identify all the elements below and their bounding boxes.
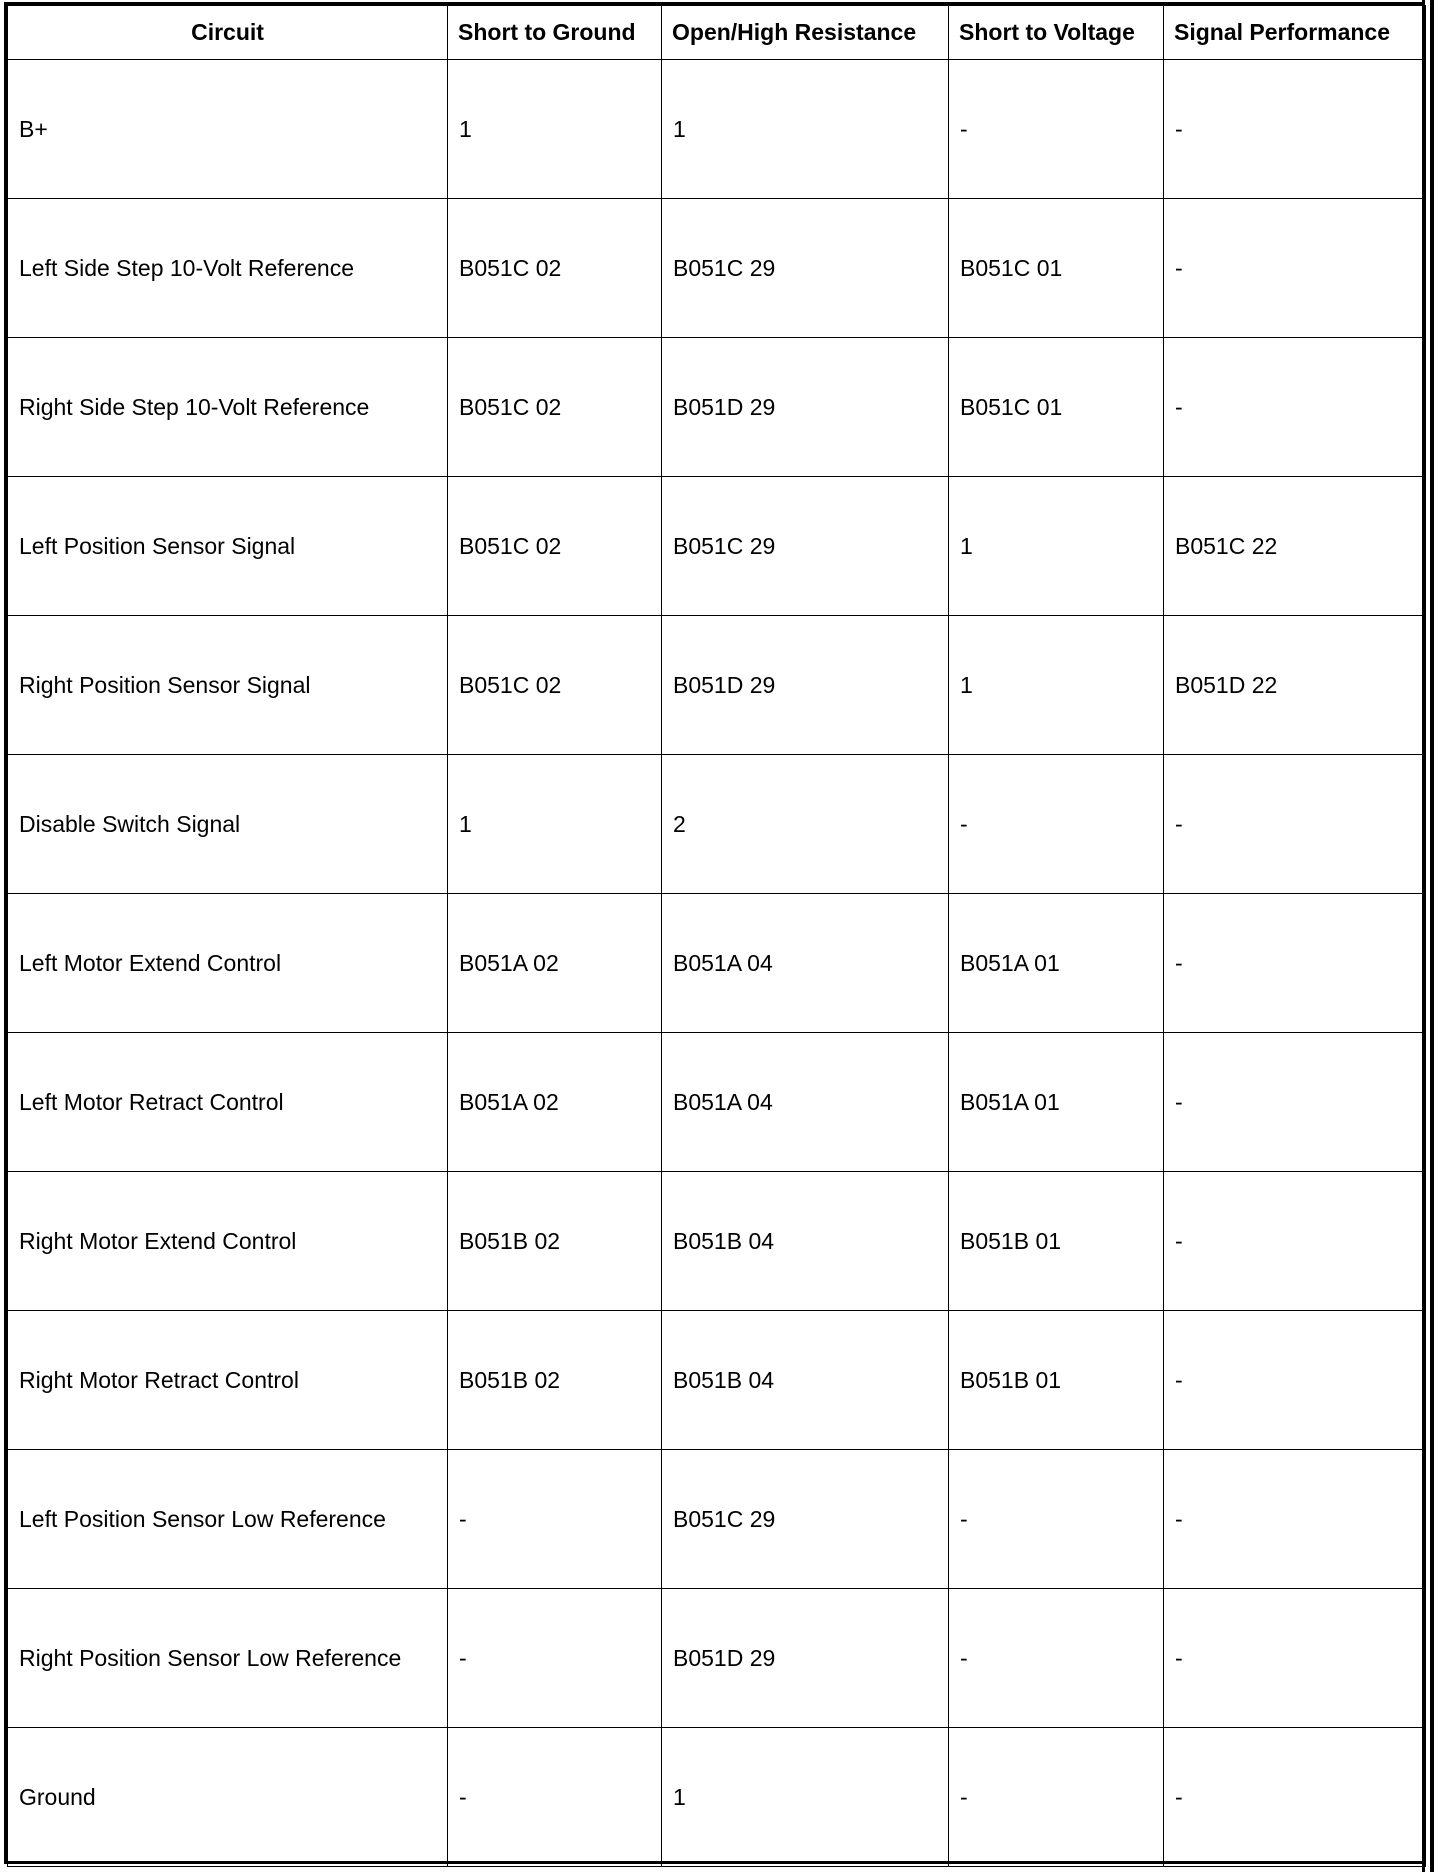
circuit-cell: Right Motor Retract Control <box>8 1311 448 1450</box>
short-to-voltage-cell: - <box>949 1589 1164 1728</box>
short-to-ground-cell: B051A 02 <box>448 894 662 1033</box>
short-to-ground-cell: B051B 02 <box>448 1311 662 1450</box>
signal-performance-cell: - <box>1164 1450 1426 1589</box>
table-row <box>8 616 1426 755</box>
circuit-cell: Right Position Sensor Signal <box>8 616 448 755</box>
signal-performance-cell: B051D 22 <box>1164 616 1426 755</box>
header-signal-performance: Signal Performance <box>1164 6 1426 60</box>
short-to-voltage-cell: B051A 01 <box>949 894 1164 1033</box>
short-to-voltage-cell: 1 <box>949 616 1164 755</box>
signal-performance-cell: - <box>1164 60 1426 199</box>
short-to-ground-cell: B051B 02 <box>448 1172 662 1311</box>
open-high-resistance-cell: B051B 04 <box>662 1311 949 1450</box>
open-high-resistance-cell: B051D 29 <box>662 616 949 755</box>
short-to-voltage-cell: B051C 01 <box>949 338 1164 477</box>
signal-performance-cell: - <box>1164 1589 1426 1728</box>
open-high-resistance-cell: B051B 04 <box>662 1172 949 1311</box>
table-row <box>8 1450 1426 1589</box>
table-body <box>8 60 1426 1867</box>
short-to-ground-cell: B051C 02 <box>448 199 662 338</box>
short-to-voltage-cell: - <box>949 755 1164 894</box>
circuit-cell: Ground <box>8 1728 448 1867</box>
short-to-voltage-cell: B051A 01 <box>949 1033 1164 1172</box>
header-open-high-resistance: Open/High Resistance <box>662 6 949 60</box>
table-header-row <box>8 6 1426 60</box>
open-high-resistance-cell: B051D 29 <box>662 338 949 477</box>
table-row <box>8 1311 1426 1450</box>
circuit-cell: Right Side Step 10-Volt Reference <box>8 338 448 477</box>
circuit-cell: B+ <box>8 60 448 199</box>
dtc-circuit-table <box>4 2 1422 1864</box>
signal-performance-cell: - <box>1164 755 1426 894</box>
signal-performance-cell: - <box>1164 1311 1426 1450</box>
page-border-rule <box>1430 0 1434 1872</box>
short-to-ground-cell: B051C 02 <box>448 338 662 477</box>
signal-performance-cell: B051C 22 <box>1164 477 1426 616</box>
short-to-voltage-cell: B051C 01 <box>949 199 1164 338</box>
short-to-voltage-cell: B051B 01 <box>949 1172 1164 1311</box>
open-high-resistance-cell: 2 <box>662 755 949 894</box>
open-high-resistance-cell: B051C 29 <box>662 1450 949 1589</box>
table-row <box>8 755 1426 894</box>
short-to-ground-cell: B051A 02 <box>448 1033 662 1172</box>
short-to-ground-cell: 1 <box>448 60 662 199</box>
short-to-voltage-cell: - <box>949 60 1164 199</box>
circuit-cell: Left Position Sensor Low Reference <box>8 1450 448 1589</box>
page-border-rule <box>1422 0 1425 1872</box>
open-high-resistance-cell: 1 <box>662 1728 949 1867</box>
header-circuit: Circuit <box>8 6 448 60</box>
signal-performance-cell: - <box>1164 338 1426 477</box>
circuit-cell: Right Motor Extend Control <box>8 1172 448 1311</box>
circuit-cell: Left Motor Retract Control <box>8 1033 448 1172</box>
short-to-ground-cell: B051C 02 <box>448 616 662 755</box>
signal-performance-cell: - <box>1164 1033 1426 1172</box>
table-row <box>8 1033 1426 1172</box>
circuit-cell: Left Side Step 10-Volt Reference <box>8 199 448 338</box>
short-to-ground-cell: - <box>448 1450 662 1589</box>
signal-performance-cell: - <box>1164 894 1426 1033</box>
short-to-ground-cell: - <box>448 1589 662 1728</box>
table-row <box>8 1172 1426 1311</box>
open-high-resistance-cell: 1 <box>662 60 949 199</box>
circuit-cell: Disable Switch Signal <box>8 755 448 894</box>
table-row <box>8 1589 1426 1728</box>
open-high-resistance-cell: B051C 29 <box>662 199 949 338</box>
header-short-to-ground: Short to Ground <box>448 6 662 60</box>
circuit-cell: Left Position Sensor Signal <box>8 477 448 616</box>
circuit-table <box>7 5 1426 1867</box>
short-to-ground-cell: 1 <box>448 755 662 894</box>
signal-performance-cell: - <box>1164 1728 1426 1867</box>
table-row <box>8 199 1426 338</box>
table-row <box>8 60 1426 199</box>
table-row <box>8 1728 1426 1867</box>
short-to-ground-cell: B051C 02 <box>448 477 662 616</box>
table-row <box>8 338 1426 477</box>
circuit-cell: Left Motor Extend Control <box>8 894 448 1033</box>
short-to-voltage-cell: 1 <box>949 477 1164 616</box>
short-to-voltage-cell: B051B 01 <box>949 1311 1164 1450</box>
signal-performance-cell: - <box>1164 199 1426 338</box>
header-short-to-voltage: Short to Voltage <box>949 6 1164 60</box>
open-high-resistance-cell: B051A 04 <box>662 894 949 1033</box>
short-to-voltage-cell: - <box>949 1728 1164 1867</box>
signal-performance-cell: - <box>1164 1172 1426 1311</box>
open-high-resistance-cell: B051A 04 <box>662 1033 949 1172</box>
table-row <box>8 894 1426 1033</box>
open-high-resistance-cell: B051D 29 <box>662 1589 949 1728</box>
circuit-cell: Right Position Sensor Low Reference <box>8 1589 448 1728</box>
open-high-resistance-cell: B051C 29 <box>662 477 949 616</box>
short-to-ground-cell: - <box>448 1728 662 1867</box>
table-row <box>8 477 1426 616</box>
short-to-voltage-cell: - <box>949 1450 1164 1589</box>
